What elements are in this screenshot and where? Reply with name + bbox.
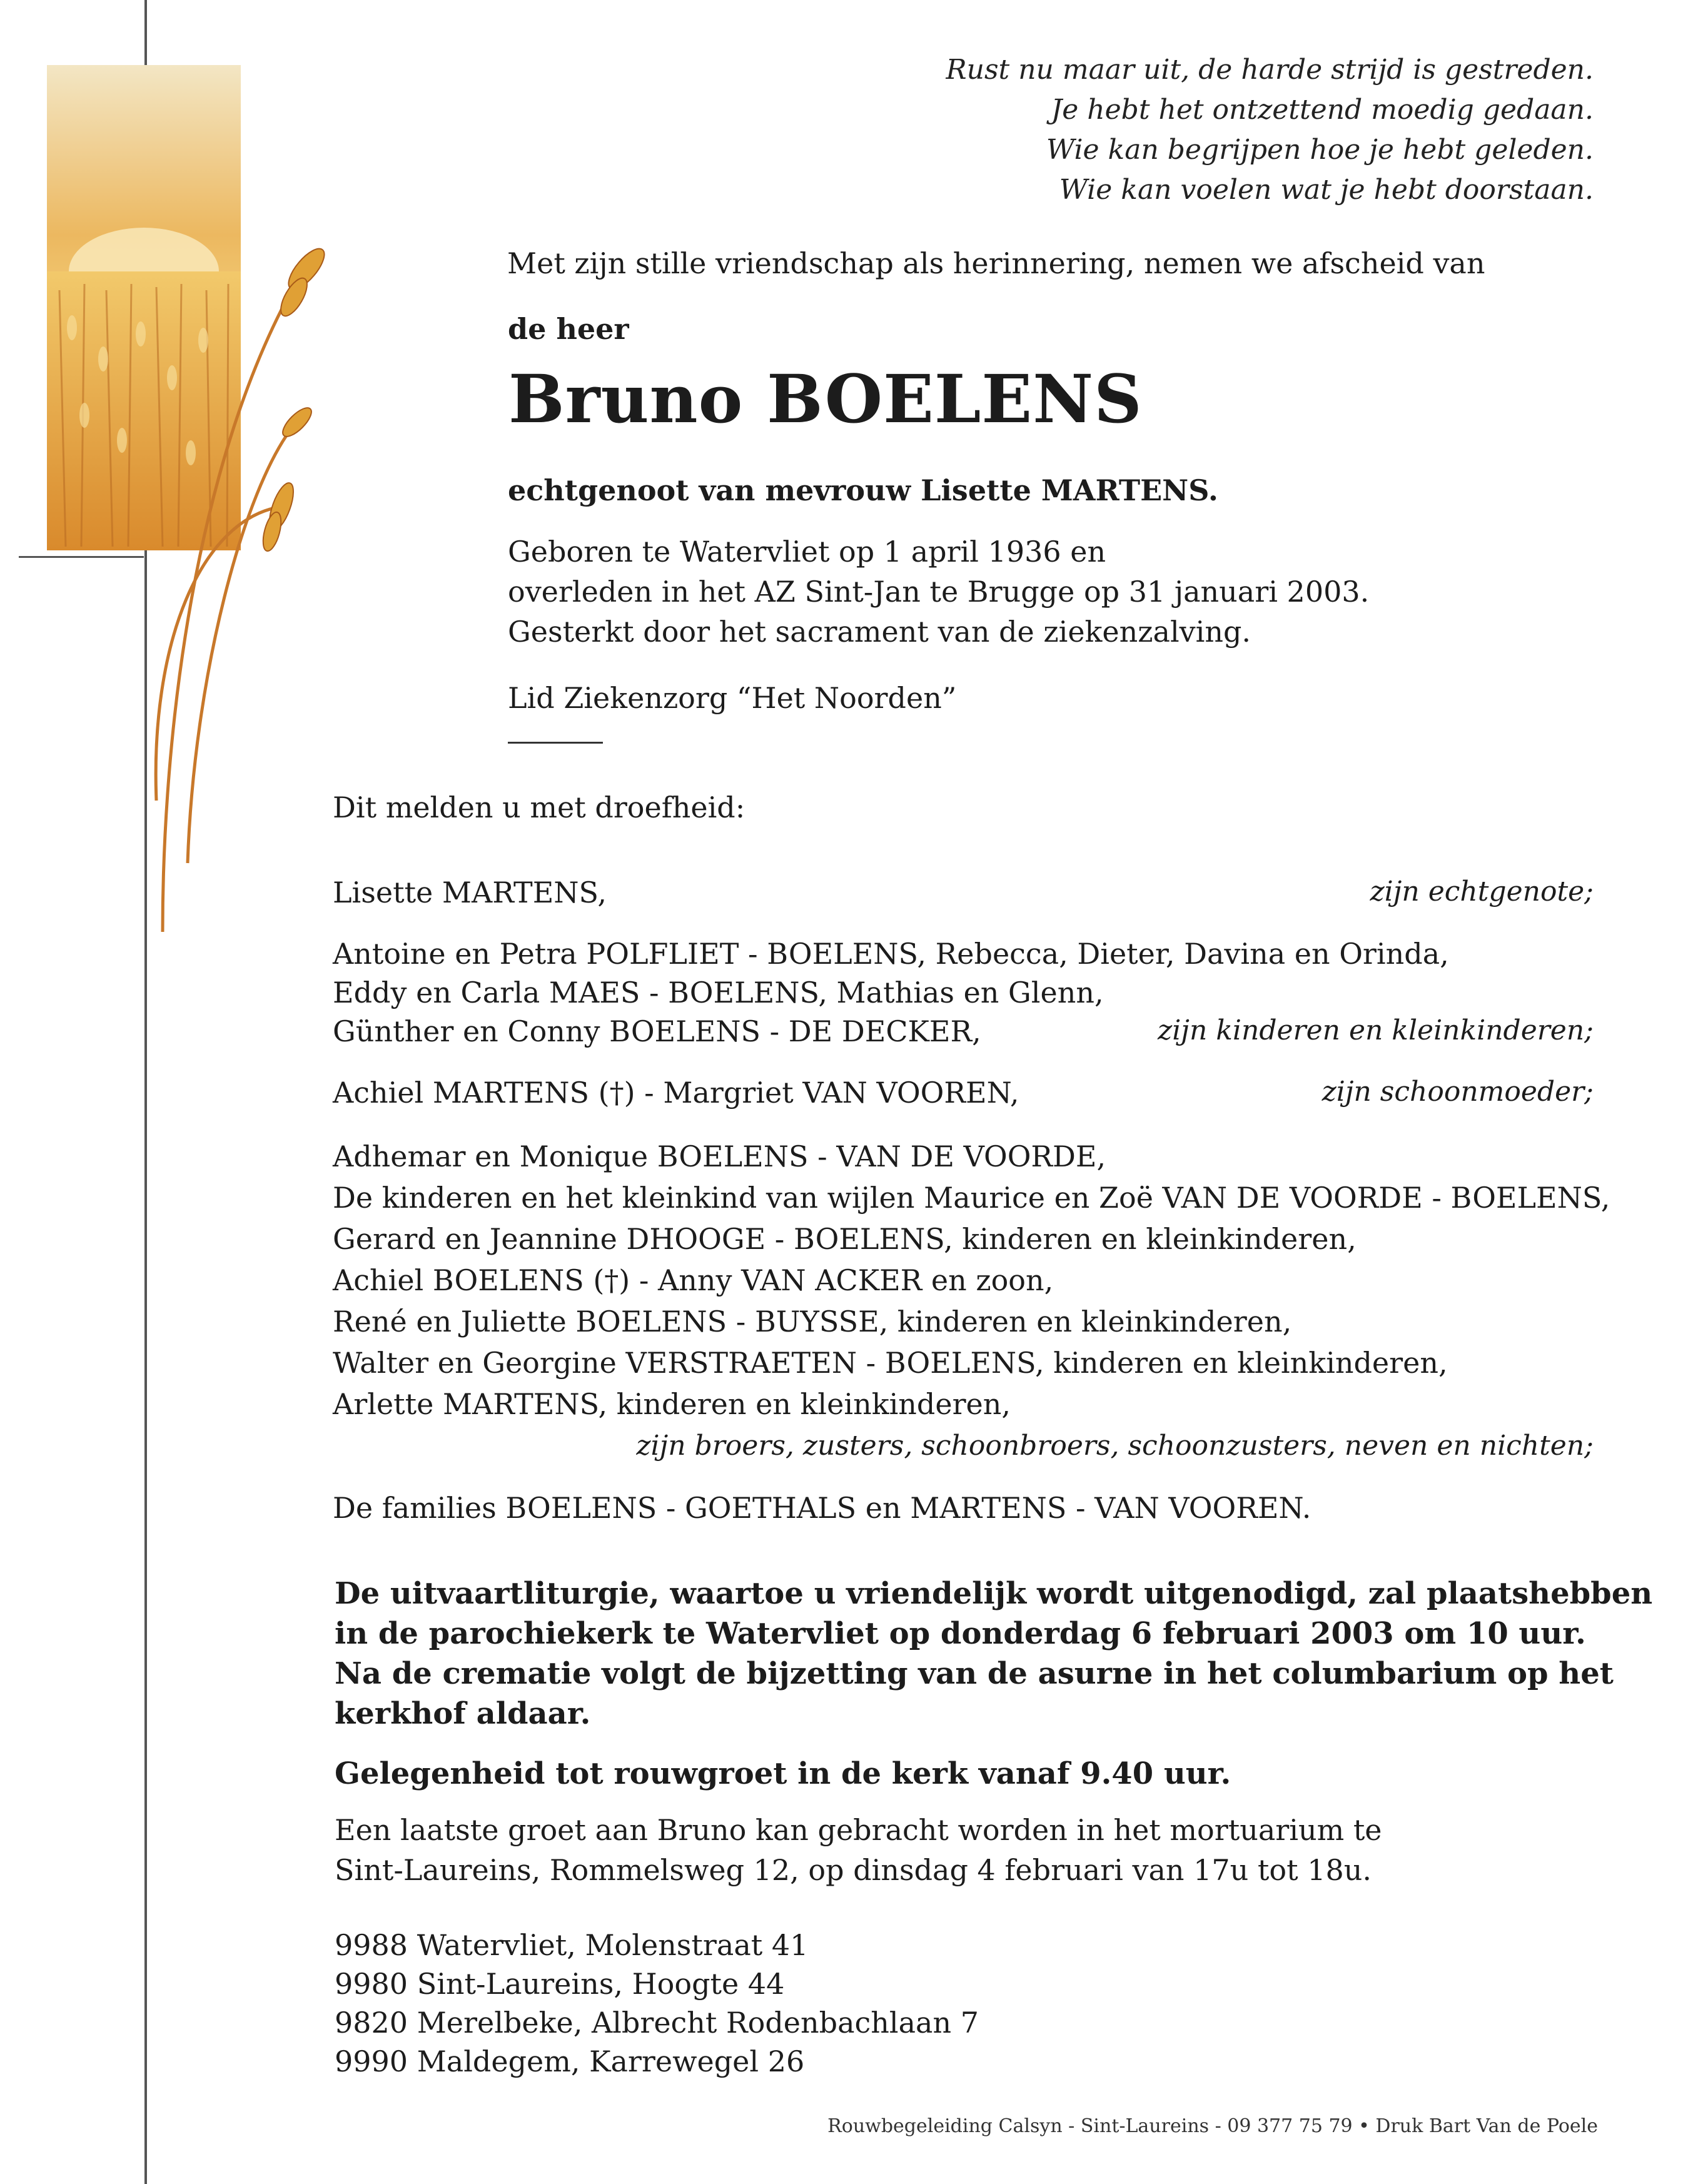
poem-line: Je hebt het ontzettend moedig gedaan. bbox=[1051, 94, 1594, 126]
address-line: 9990 Maldegem, Karrewegel 26 bbox=[335, 2045, 805, 2078]
death-line: overleden in het AZ Sint-Jan te Brugge op 31 januari 2003. bbox=[508, 575, 1370, 609]
separator-rule bbox=[508, 742, 603, 744]
funeral-line: kerkhof aldaar. bbox=[335, 1696, 591, 1731]
address-line: 9988 Watervliet, Molenstraat 41 bbox=[335, 1928, 809, 1962]
spouse-line: echtgenoot van mevrouw Lisette MARTENS. bbox=[508, 473, 1218, 507]
address-line: 9820 Merelbeke, Albrecht Rodenbachlaan 7 bbox=[335, 2006, 979, 2040]
sacrament-line: Gesterkt door het sacrament van de ziekenzalving. bbox=[508, 615, 1251, 649]
sibling-line: Arlette MARTENS, kinderen en kleinkinderen, bbox=[333, 1387, 1011, 1421]
farewell-line: Een laatste groet aan Bruno kan gebracht worden in het mortuarium te bbox=[335, 1813, 1382, 1847]
child-line: Günther en Conny BOELENS - DE DECKER, bbox=[333, 1014, 981, 1048]
address-line: 9980 Sint-Laureins, Hoogte 44 bbox=[335, 1967, 785, 2001]
spouse-name: Lisette MARTENS, bbox=[333, 876, 607, 909]
announce-line: Dit melden u met droefheid: bbox=[333, 791, 745, 824]
child-line: Antoine en Petra POLFLIET - BOELENS, Rebecca, Dieter, Davina en Orinda, bbox=[333, 937, 1449, 971]
sibling-line: René en Juliette BOELENS - BUYSSE, kinderen en kleinkinderen, bbox=[333, 1305, 1292, 1338]
printer-footer: Rouwbegeleiding Calsyn - Sint-Laureins - 09 377 75 79 • Druk Bart Van de Poele bbox=[827, 2115, 1598, 2137]
sibling-line: De kinderen en het kleinkind van wijlen Maurice en Zoë VAN DE VOORDE - BOELENS, bbox=[333, 1181, 1610, 1215]
funeral-line: Na de crematie volgt de bijzetting van de asurne in het columbarium op het bbox=[335, 1656, 1614, 1691]
poem-line: Wie kan voelen wat je hebt doorstaan. bbox=[1059, 174, 1594, 206]
condolence-line: Gelegenheid tot rouwgroet in de kerk vanaf 9.40 uur. bbox=[335, 1756, 1231, 1791]
in-law-name: Achiel MARTENS (†) - Margriet VAN VOOREN, bbox=[333, 1076, 1019, 1110]
child-line: Eddy en Carla MAES - BOELENS, Mathias en Glenn, bbox=[333, 976, 1104, 1009]
wheat-stalks-illustration bbox=[138, 238, 344, 938]
sibling-line: Achiel BOELENS (†) - Anny VAN ACKER en zoon, bbox=[333, 1263, 1054, 1297]
poem bbox=[946, 50, 1594, 210]
funeral-paragraph bbox=[335, 1574, 1653, 1734]
poem-line: Wie kan begrijpen hoe je hebt geleden. bbox=[1046, 134, 1594, 166]
sibling-line: Gerard en Jeannine DHOOGE - BOELENS, kinderen en kleinkinderen, bbox=[333, 1222, 1357, 1256]
intro-text: Met zijn stille vriendschap als herinnering, nemen we afscheid van bbox=[507, 246, 1485, 280]
sibling-line: Adhemar en Monique BOELENS - VAN DE VOORDE, bbox=[333, 1140, 1106, 1173]
siblings-relation: zijn broers, zusters, schoonbroers, schoonzusters, neven en nichten; bbox=[636, 1430, 1594, 1462]
honorific: de heer bbox=[508, 312, 629, 346]
poem-line: Rust nu maar uit, de harde strijd is gestreden. bbox=[946, 54, 1594, 86]
funeral-line: in de parochiekerk te Watervliet op donderdag 6 februari 2003 om 10 uur. bbox=[335, 1616, 1586, 1651]
funeral-line: De uitvaartliturgie, waartoe u vriendelijk wordt uitgenodigd, zal plaatshebben bbox=[335, 1576, 1653, 1611]
membership-line: Lid Ziekenzorg “Het Noorden” bbox=[508, 681, 957, 715]
birth-line: Geboren te Watervliet op 1 april 1936 en bbox=[508, 535, 1106, 569]
farewell-line: Sint-Laureins, Rommelsweg 12, op dinsdag 4 februari van 17u tot 18u. bbox=[335, 1853, 1372, 1887]
spouse-relation: zijn echtgenote; bbox=[1370, 876, 1594, 907]
horizontal-rule bbox=[19, 556, 144, 558]
in-law-relation: zijn schoonmoeder; bbox=[1322, 1076, 1594, 1108]
deceased-name: Bruno BOELENS bbox=[508, 360, 1143, 438]
families-line: De families BOELENS - GOETHALS en MARTENS - VAN VOOREN. bbox=[333, 1491, 1311, 1525]
children-relation: zijn kinderen en kleinkinderen; bbox=[1158, 1014, 1594, 1046]
sibling-line: Walter en Georgine VERSTRAETEN - BOELENS, kinderen en kleinkinderen, bbox=[333, 1346, 1448, 1380]
